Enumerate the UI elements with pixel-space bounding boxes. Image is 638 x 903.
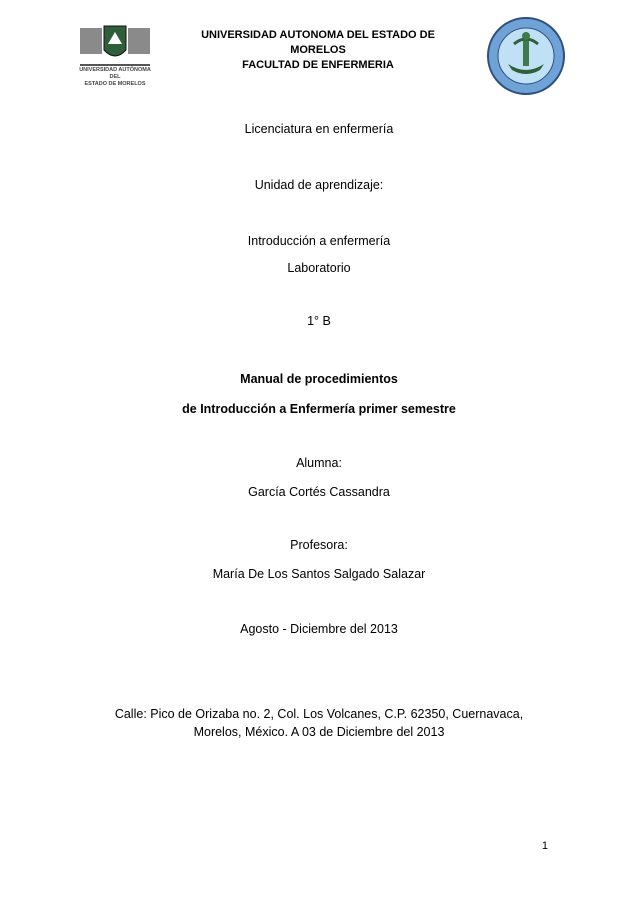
student-name: García Cortés Cassandra	[248, 485, 390, 499]
unit-label: Unidad de aprendizaje:	[254, 178, 384, 192]
address-line2: Morelos, México. A 03 de Diciembre del 2013	[193, 725, 445, 739]
address-block	[90, 705, 548, 741]
faculty-name: FACULTAD DE ENFERMERIA	[242, 59, 394, 71]
teacher-name: María De Los Santos Salgado Salazar	[212, 567, 426, 581]
document-header	[180, 28, 456, 73]
period: Agosto - Diciembre del 2013	[240, 622, 398, 636]
course-name: Introducción a enfermería	[247, 234, 391, 248]
student-label: Alumna:	[296, 456, 342, 470]
university-logo	[78, 24, 152, 90]
logo-caption-line1: UNIVERSIDAD AUTÓNOMA DEL	[79, 67, 151, 80]
university-name-line1: UNIVERSIDAD AUTONOMA DEL ESTADO DE	[201, 29, 435, 41]
faculty-seal-icon	[486, 16, 566, 96]
manual-subtitle: de Introducción a Enfermería primer semestre	[182, 402, 456, 416]
lab-name: Laboratorio	[287, 261, 351, 275]
group-label: 1° B	[307, 314, 331, 328]
faculty-logo	[486, 16, 566, 96]
manual-title: Manual de procedimientos	[240, 372, 398, 386]
university-name-line2: MORELOS	[290, 44, 346, 56]
degree-name: Licenciatura en enfermería	[244, 122, 394, 136]
page-number: 1	[541, 840, 548, 852]
teacher-label: Profesora:	[290, 538, 348, 552]
logo-caption-line2: ESTADO DE MORELOS	[84, 81, 146, 87]
address-line1: Calle: Pico de Orizaba no. 2, Col. Los Volcanes, C.P. 62350, Cuernavaca,	[114, 707, 524, 721]
